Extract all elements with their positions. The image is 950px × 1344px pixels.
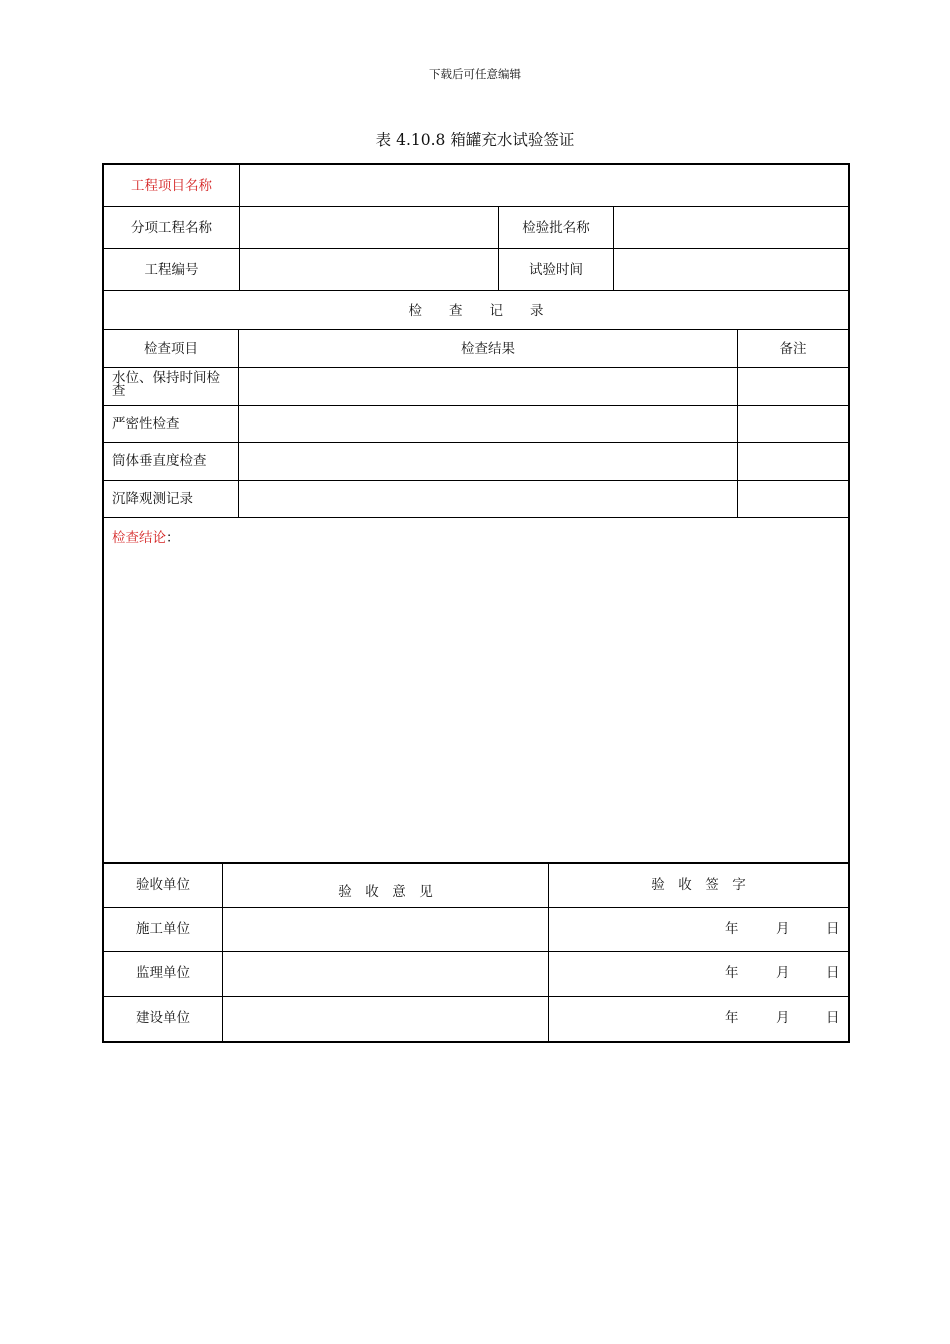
rule xyxy=(104,517,848,518)
unit-construction: 施工单位 xyxy=(136,921,190,937)
col-result-header: 检查结果 xyxy=(461,341,515,357)
rule xyxy=(104,996,848,997)
record-item-verticality: 筒体垂直度检查 xyxy=(112,453,207,469)
record-item-tightness: 严密性检查 xyxy=(112,416,180,432)
project-name-label: 工程项目名称 xyxy=(131,178,212,194)
date-month: 月 xyxy=(776,921,790,937)
acceptance-unit-header: 验收单位 xyxy=(136,877,190,893)
record-item-settlement: 沉降观测记录 xyxy=(112,491,193,507)
rule xyxy=(239,165,240,290)
date-day: 日 xyxy=(826,921,840,937)
date-month: 月 xyxy=(776,965,790,981)
date-month: 月 xyxy=(776,1010,790,1026)
acceptance-sign-header: 验 收 签 字 xyxy=(651,877,746,893)
conclusion-colon: ： xyxy=(166,530,180,546)
date-year: 年 xyxy=(725,1010,739,1026)
conclusion-label xyxy=(112,530,180,546)
rule xyxy=(104,907,848,908)
record-item-line: 查 xyxy=(112,383,126,399)
record-item-line: 水位、保持时间检 xyxy=(112,370,220,386)
conclusion-label-text: 检查结论 xyxy=(112,530,166,546)
date-day: 日 xyxy=(826,965,840,981)
rule xyxy=(238,329,239,517)
project-no-label: 工程编号 xyxy=(144,262,199,278)
inspection-form xyxy=(102,163,850,1043)
col-item-header: 检查项目 xyxy=(144,341,198,357)
page-title: 表 4.10.8 箱罐充水试验签证 xyxy=(375,131,575,149)
date-day: 日 xyxy=(826,1010,840,1026)
rule xyxy=(613,206,614,290)
rule xyxy=(104,290,848,291)
acceptance-opinion-header: 验 收 意 见 xyxy=(338,884,433,900)
rule xyxy=(737,329,738,517)
record-item-water-level xyxy=(112,372,236,398)
test-time-label: 试验时间 xyxy=(529,262,583,278)
unit-supervision: 监理单位 xyxy=(136,965,190,981)
rule xyxy=(104,206,848,207)
unit-owner: 建设单位 xyxy=(136,1010,190,1026)
records-section-title: 检 查 记 录 xyxy=(408,303,544,319)
rule xyxy=(104,862,848,864)
header-note: 下载后可任意编辑 xyxy=(429,67,521,81)
col-note-header: 备注 xyxy=(779,341,807,357)
rule xyxy=(104,248,848,249)
rule xyxy=(104,951,848,952)
date-year: 年 xyxy=(725,965,739,981)
sub-project-label: 分项工程名称 xyxy=(131,220,212,236)
batch-label: 检验批名称 xyxy=(522,220,590,236)
date-year: 年 xyxy=(725,921,739,937)
